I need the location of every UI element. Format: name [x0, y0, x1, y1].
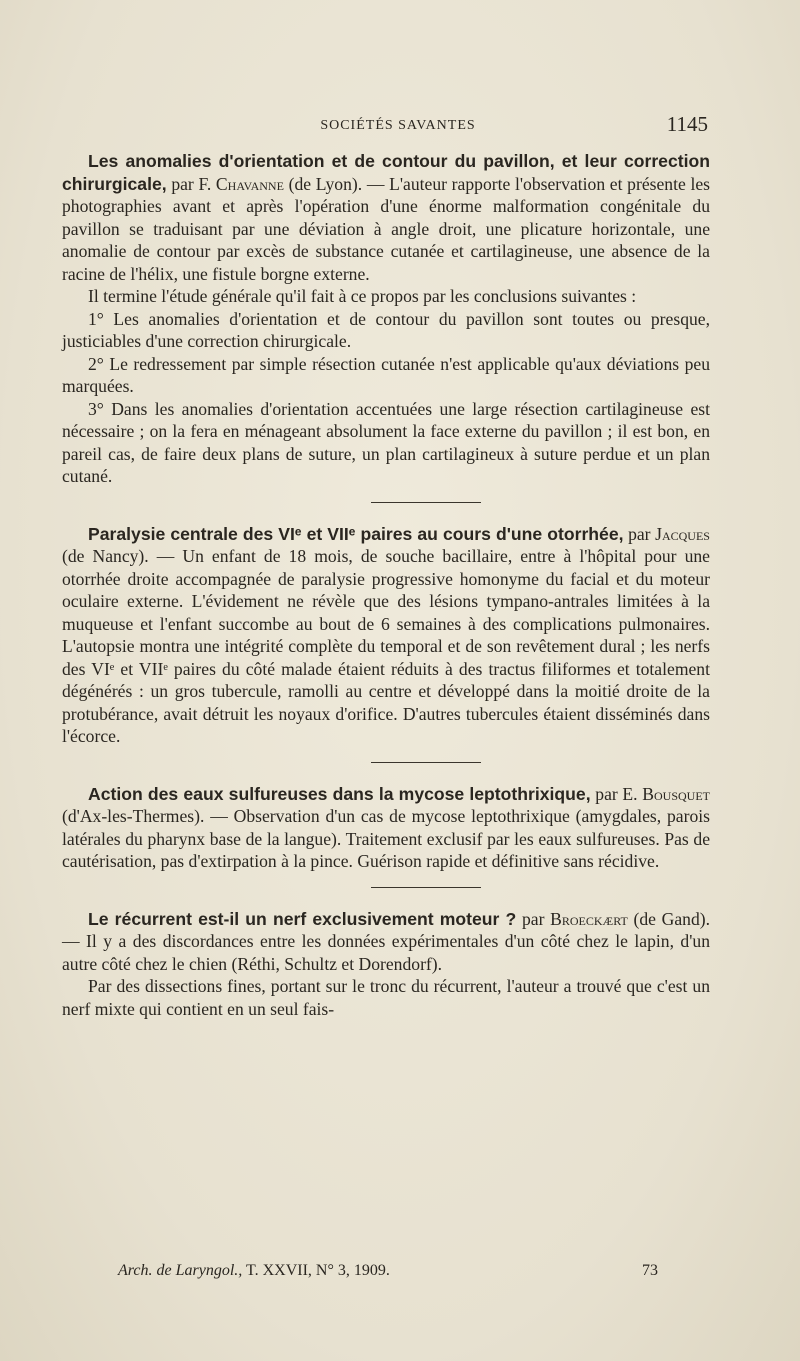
article-paragraph: 3° Dans les anomalies d'orientation accentuées une large résection cartilagineuse est nécessaire ; on la fera en ménageant absolument la face externe du pavillon ; il est bon, en pareil cas, de faire deux plans de suture, un plan cartilagineux à suture perdue et un plan cutané. [62, 398, 710, 486]
section-divider [371, 887, 481, 888]
article-paragraph: Il termine l'étude générale qu'il fait à ce propos par les conclusions suivantes : [88, 286, 637, 306]
article-paragraph: 1° Les anomalies d'orientation et de contour du pavillon sont toutes ou presque, justiciables d'une correction chirurgicale. [62, 308, 710, 351]
article-lead-paragraph [62, 908, 710, 976]
article-affiliation: (de Nancy). [62, 546, 149, 566]
article-lead-paragraph [62, 150, 710, 285]
article-title: Action des eaux sulfureuses dans la mycose leptothrixique, [88, 783, 591, 804]
article-lead-paragraph [62, 783, 710, 873]
article-title: Les anomalies d'orientation et de contour du pavillon, et leur correction chirurgicale, [62, 151, 710, 194]
article-paragraph: — Un enfant de 18 mois, de souche bacillaire, entre à l'hôpital pour une otorrhée droite accompagnée de paralysie progressive homonyme du facial et du moteur oculaire externe. L'évidement ne révèle que des lésions tympano-antrales limitées à la muqueuse et l'enfant succombe au bout de 6 semaines à des complications pulmonaires. L'autopsie montra une intégrité complète du temporal et de son revêtement dural ; les nerfs des VIᵉ et VIIᵉ paires du côté malade étaient réduits à des tractus filiformes et totalement dégénérés : un gros tubercule, ramolli au centre et développé dans la moitié droite de la protubérance, avait détruit les noyaux d'orifice. D'autres tubercules étaient disséminés dans l'écorce. [62, 546, 710, 746]
article-author: Jacques [655, 523, 710, 544]
article-by: par [595, 783, 618, 804]
article-by: par [521, 908, 545, 929]
article-paragraph: Par des dissections fines, portant sur le tronc du récurrent, l'auteur a trouvé que c'est un nerf mixte qui contient en un seul fais- [62, 976, 710, 1019]
article-eaux-sulfureuses [62, 783, 710, 873]
article-author: F. Chavanne [198, 173, 284, 194]
article-paragraph: — Observation d'un cas de mycose leptothrixique (amygdales, parois latérales du pharynx base de la langue). Traitement exclusif par les eaux sulfureuses. Pas de cautérisation, pas d'extirpation à la pince. Guérison rapide et définitive sans récidive. [62, 806, 710, 871]
sheet-number: 73 [642, 1262, 658, 1279]
page-number: 1145 [666, 112, 708, 136]
article-paragraph: 2° Le redressement par simple résection cutanée n'est applicable qu'aux déviations peu marquées. [62, 353, 710, 396]
article-affiliation: (d'Ax-les-Thermes). [62, 806, 205, 826]
section-divider [371, 502, 481, 503]
article-recurrent [62, 908, 710, 1021]
article-column [62, 150, 710, 1020]
journal-reference [118, 1262, 390, 1280]
article-title: Le récurrent est-il un nerf exclusivement moteur ? [88, 908, 517, 929]
article-affiliation: (de Lyon). [288, 173, 363, 194]
running-head: SOCIÉTÉS SAVANTES [320, 118, 476, 133]
article-paragraph: — L'auteur rapporte l'observation et présente les photographies avant et après l'opération d'une énorme malformation congénitale du pavillon se traduisant par une déviation à angle droit, une plicature horizontale, une anomalie de contour par excès de substance cutanée et cartilagineuse, une absence de la racine de l'hélix, une fistule borgne externe. [62, 173, 711, 284]
journal-abbrev: Arch. de Laryngol., [118, 1262, 243, 1279]
article-anomalies-pavillon [62, 150, 710, 488]
journal-volume: T. XXVII, N° 3, 1909. [246, 1262, 390, 1279]
article-paragraph: — Il y a des discordances entre les données expérimentales d'un côté chez le lapin, d'un autre côté chez le chien (Réthi, Schultz et Dorendorf). [62, 931, 710, 974]
article-by: par [628, 523, 651, 544]
page-header [88, 112, 708, 142]
page-footer [118, 1262, 658, 1288]
article-title: Paralysie centrale des VIᵉ et VIIᵉ paires au cours d'une otorrhée, [88, 523, 624, 544]
article-author: E. Bousquet [622, 783, 710, 804]
article-affiliation: (de Gand). [633, 908, 710, 929]
article-by: par [171, 173, 194, 194]
section-divider [371, 762, 481, 763]
article-paralysie-centrale [62, 523, 710, 748]
article-lead-paragraph [62, 523, 710, 748]
article-author: Broeckært [550, 908, 628, 929]
